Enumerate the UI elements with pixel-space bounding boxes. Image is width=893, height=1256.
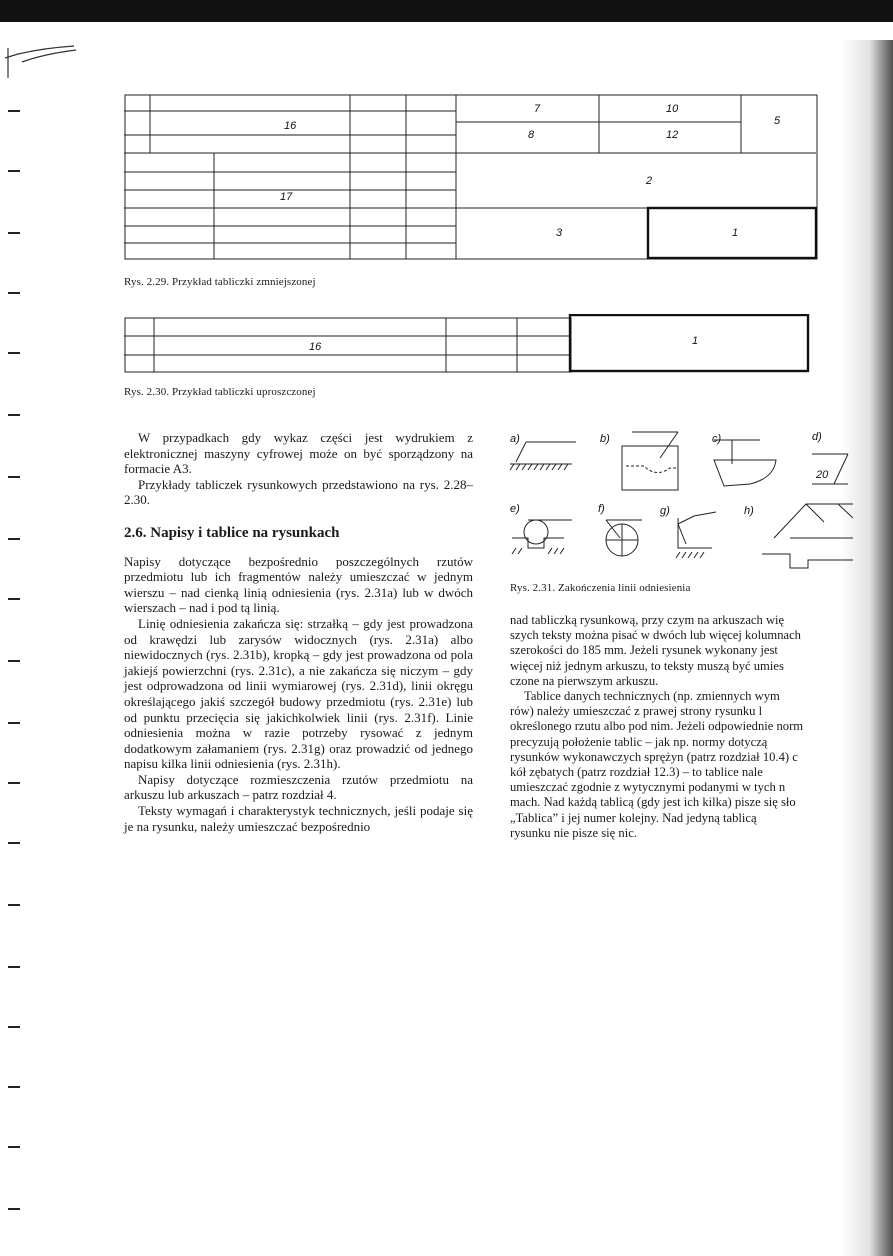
left-text-column	[124, 430, 473, 834]
text-line: określonego rzutu albo pod nim. Jeżeli odpowiednie norm	[510, 719, 804, 734]
section-heading: 2.6. Napisy i tablice na rysunkach	[124, 524, 340, 541]
caption-2-30: Rys. 2.30. Przykład tabliczki uproszczonej	[124, 386, 316, 398]
label-16: 16	[309, 341, 322, 353]
label-e: e)	[510, 503, 520, 515]
label-7: 7	[534, 103, 541, 115]
leader-line-terminations	[508, 420, 853, 580]
text-line: mach. Nad każdą tablicą (gdy jest ich kilka) pisze się sło	[510, 795, 796, 810]
paragraph: Linię odniesienia zakańcza się: strzałką – gdy jest prowadzona od krawędzi lub zarysów widocznych (rys. 2.31a) albo niewidocznych (rys. 2.31b), kropką – gdy jest prowadzona od pola jakiejś powierzchni (rys. 2.31c), a nie zakańcza się niczym – gdy jest odprowadzona od linii wymiarowej (rys. 2.31d), linii okręgu określającego jakiś szczegół budowy przedmiotu (rys. 2.31e) lub od punktu przecięcia się jakichkolwiek linii (rys. 2.31f). Linie odniesienia można w razie potrzeby rysować z jednym dodatkowym załamaniem (rys. 2.31g) oraz prowadzić od jednego napisu kilka linii odniesienia (rys. 2.31h).	[124, 615, 473, 772]
text-line: więcej niż jednym arkuszu, to teksty muszą być umies	[510, 658, 784, 673]
label-1: 1	[692, 335, 699, 347]
label-h: h)	[744, 505, 754, 517]
title-block-reduced	[124, 94, 824, 264]
paragraph: Napisy dotyczące rozmieszczenia rzutów przedmiotu na arkuszu lub arkuszach – patrz rozdział 4.	[124, 771, 473, 803]
caption-2-31: Rys. 2.31. Zakończenia linii odniesienia	[510, 582, 691, 594]
text-line: „Tablica” i jej numer kolejny. Nad jedyną tablicą	[510, 810, 757, 825]
label-d: d)	[812, 431, 822, 443]
paragraph: W przypadkach gdy wykaz części jest wydrukiem z elektronicznej maszyny cyfrowej może on być sporządzony na formacie A3.	[124, 430, 473, 477]
label-a: a)	[510, 433, 520, 445]
text-line: kół zębatych (patrz rozdział 12.3) – to tablice nale	[510, 765, 763, 780]
figure-2-29	[124, 94, 824, 264]
text-line: rów) należy umieszczać z prawej strony rysunku l	[510, 704, 763, 719]
right-text-column	[510, 613, 850, 841]
text-line: precyzują położenie tablic – jak np. normy dotyczą	[510, 734, 768, 749]
paragraph: Teksty wymagań i charakterystyk technicznych, jeśli podaje się je na rysunku, należy umieszczać bezpośrednio	[124, 803, 473, 834]
paragraph: Napisy dotyczące bezpośrednio poszczególnych rzutów przedmiotu lub ich fragmentów należy umieszczać w jednym wierszu – nad cienką linią odniesienia (rys. 2.31a) lub w dwóch wierszach – nad i pod tą linią.	[124, 553, 473, 616]
label-3: 3	[556, 227, 563, 239]
label-8: 8	[528, 129, 535, 141]
figure-2-31	[508, 420, 853, 580]
scan-top-border	[0, 0, 893, 22]
paragraph: Przykłady tabliczek rysunkowych przedstawiono na rys. 2.28–2.30.	[124, 476, 473, 508]
label-17: 17	[280, 191, 293, 203]
label-1: 1	[732, 227, 739, 239]
label-b: b)	[600, 433, 610, 445]
binding-corner-mark	[4, 44, 84, 80]
label-20: 20	[816, 469, 829, 481]
text-line: rysunku nie pisze się nic.	[510, 825, 637, 840]
label-12: 12	[666, 129, 679, 141]
text-line: nad tabliczką rysunkową, przy czym na arkuszach wię	[510, 613, 785, 627]
title-block-simplified	[124, 314, 814, 376]
label-g: g)	[660, 505, 670, 517]
text-line: Tablice danych technicznych (np. zmiennych wym	[524, 689, 780, 704]
label-c: c)	[712, 433, 722, 445]
label-5: 5	[774, 115, 781, 127]
text-line: rysunków wykonawczych sprężyn (patrz rozdział 10.4) c	[510, 749, 798, 764]
label-10: 10	[666, 103, 679, 115]
label-2: 2	[646, 175, 653, 187]
text-line: czone na pierwszym arkuszu.	[510, 673, 659, 688]
text-line: umieszczać zgodnie z wytycznymi podanymi w tych n	[510, 780, 786, 795]
label-16: 16	[284, 120, 297, 132]
text-line: szerokości do 185 mm. Jeżeli rysunek wykonany jest	[510, 643, 778, 658]
caption-2-29: Rys. 2.29. Przykład tabliczki zmniejszonej	[124, 276, 316, 288]
label-f: f)	[598, 503, 605, 515]
figure-2-30	[124, 314, 814, 376]
text-line: szych teksty można pisać w dwóch lub więcej kolumnach	[510, 628, 801, 643]
